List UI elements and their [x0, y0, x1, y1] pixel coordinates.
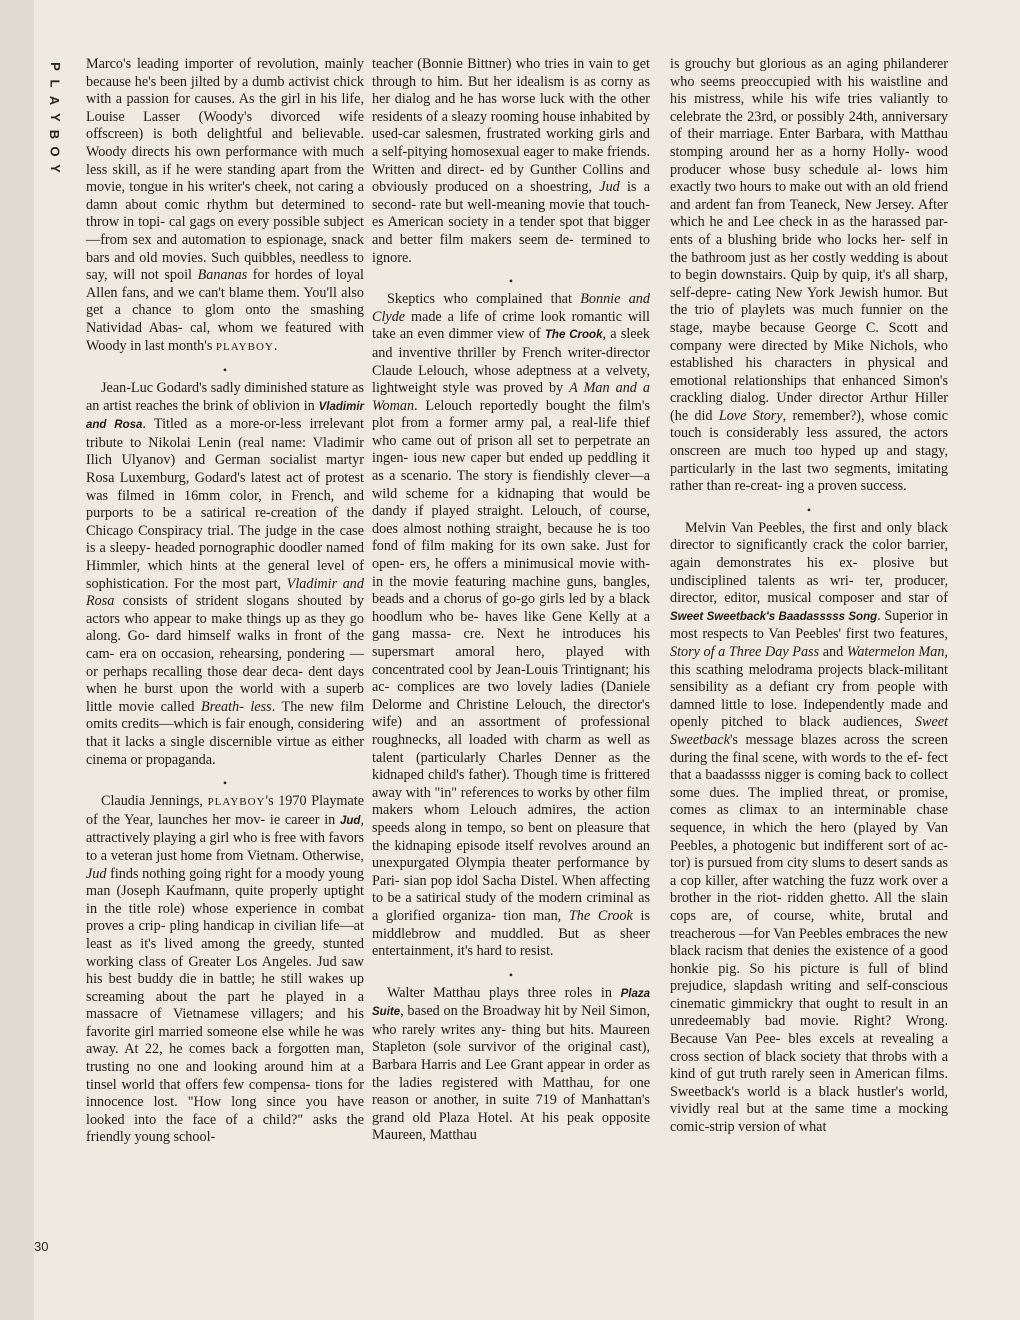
body-text: made a life of crime look romantic will take an even dimmer view of	[372, 308, 650, 343]
magazine-name-letter: O	[47, 146, 63, 157]
body-text: teacher (Bonnie Bittner) who tries in vain to get through to him. But her idealism is as corny as her dialog and he has worse luck with the other residents of a sleazy rooming house inhabited by used-car salesmen, frustrated working girls and a self-pitying homosexual eager to make friends. Written and direct- ed by Gunther Collins and obviously produced on a shoestring,	[372, 56, 650, 196]
italic-title: Sweet Sweetback	[670, 714, 948, 748]
body-text: 's message blazes across the screen during the final scene, with words to the ef- fect that a baadassss nigger is coming back to collect some dues. The implied threat, or promise, comes as climax to an interminable chase sequence, in which the hero (played by Van Peebles, a photogenic but indifferent sort of ac- tor) is pursued from city slums to desert sands as a cop killer, after watching the fuzz work over a brother in the riot- ridden ghetto. All the slain cops are, of course, white, brutal and treacherous —for Van Peebles embraces the new black racism that denies the existence of a good honkie pig. So his picture is full of blind prejudice, slapdash writing and self-conscious cinematic gimmickry that ought to result in an unredeemably bad movie. Right? Wrong. Because Van Pee- bles excels at revealing a cross section of black society that throbs with a kind of gut truth rarely seen in American films. Sweetback's world is a black hustler's world, vividly real but at the same time a mocking comic-strip version of what	[670, 731, 948, 1136]
magazine-name-letter: L	[47, 79, 63, 88]
body-text: .	[273, 337, 278, 354]
review-paragraph	[372, 56, 650, 267]
magazine-reference: PLAYBOY	[215, 340, 274, 353]
review-paragraph	[86, 793, 364, 1147]
italic-title: Story of a Three Day Pass	[670, 644, 820, 660]
body-text: . Titled as a more-or-less irrelevant tribute to Nikolai Lenin (real name: Vladimir Ilich Ulyanov) and German socialist martyr Rosa Luxemburg, Godard's latest act of protest was filmed in 16mm color, in French, and purports to be a satirical re-creation of the Chicago Conspiracy trial. The judge in the case is a sleepy- headed pornographic doodler named Himmler, which hints at the general level of sophistication. For the most part,	[86, 416, 364, 592]
italic-title: Jud	[599, 179, 620, 196]
page-number: 30	[34, 1239, 49, 1254]
review-paragraph	[670, 56, 948, 496]
text-column-1	[86, 56, 364, 1147]
body-text: , this scathing melodrama projects black-militant sensibility as a defiant cry from people with damned little to lose. Independently made and openly pitched to black audiences,	[670, 644, 949, 731]
body-text: . Lelouch reportedly bought the film's plot from a former army pal, a real-life thief who came out of prison all set to perpetrate an ingen- ious new caper but ended up peddling it as a scenario. The story is fiendishly clever—a wild scheme for a kidnaping that would be dandy if played straight. Lelouch, of course, does almost nothing straight, because he is too fond of film making for its own sake. Just for open- ers, he offers a minimusical movie with- in the movie featuring machine guns, bangles, beads and a chorus of go-go girls led by a black hoodlum who be- haves like Gene Kelly at a gang massa- cre. Next he introduces his supersmart amoral hero, played with concentrated cool by Jean-Louis Trintignant; his ac- complices are two lovely ladies (Daniele Delorme and Christine Lelouch, the director's wife) and an assortment of professional roughnecks, all loaded with charm as well as talent (particularly Charles Denner as the kidnaped child's father). Though time is frittered away with "in" references to works by other film makers whom Lelouch admires, the action speeds along in tempo, so bent on pleasure that the kidnaping episode itself revolves around an unexpurgated Olympia theater performance by Pari- sian pop idol Sacha Distel. When affecting to be a satirical study of the modern criminal as a glorified organiza- tion man,	[372, 397, 650, 924]
film-title: Sweet Sweetback's Baadasssss Song	[670, 610, 878, 623]
magazine-name-letter: Y	[47, 164, 63, 173]
body-text: Marco's leading importer of revolution, mainly because he's been jilted by a dumb activist chick with a passion for causes. As the girl in his life, Louise Lasser (Woody's divorced wife offscreen) is both delightful and believable. Woody directs his own performance with much less skill, as if he were standing apart from the movie, tongue in his writer's cheek, not caring a damn about comic rhythm but determined to throw in topi- cal gags on every possible subject—from sex and automation to espionage, snack bars and old movies. Such quibbles, needless to say, will not spoil	[86, 56, 364, 284]
body-text: , attractively playing a girl who is free with favors to a veteran just home from Vietnam. Otherwise,	[86, 811, 364, 864]
body-text: and	[819, 644, 847, 660]
review-paragraph	[86, 56, 364, 356]
body-text: Melvin Van Peebles, the first and only black director to significantly crack the color barrier, again demonstrates his ex- plosive but undisciplined talents as wri- ter, producer, director, editor, musical composer and star of	[670, 519, 948, 607]
body-text: is grouchy but glorious as an aging philanderer who seems preoccupied with his waistline and his mistress, while his wife tries valiantly to celebrate the 23rd, or possibly 24th, anniversary of their marriage. Enter Barbara, with Matthau stomping around her as a horny Holly- wood producer whose busy schedule al- lows him exactly two hours to make out with an old friend and ardent fan from Teaneck, New Jersey. After which he and Lee check in as the harassed par- ents of a blushing bride who locks her- self in the bathroom just as her costly wedding is about to begin downstairs. Quip by quip, it's all sharp, self-depre- cating New York Jewish humor. But the trio of playlets was much funnier on the stage, maybe because George C. Scott and company were directed by Mike Nichols, who established his characters in physical and emotional relationships that enhanced Simon's crackling dialog. Under director Arthur Hiller (he did	[670, 56, 948, 424]
body-text: is middlebrow and muddled. But as sheer entertainment, it's hard to resist.	[372, 907, 650, 960]
film-title: Jud	[340, 814, 361, 827]
section-separator-dot: •	[806, 502, 812, 517]
body-text: finds nothing going right for a moody young man (Joseph Kaufmann, quite properly uptight in the title role) whose experience in combat proves a crip- pling handicap in civilian life—at least as it's lived among the greedy, stunted working class of Greater Los Angeles. Jud saw his best buddy die in battle; he still wakes up screaming about the part he played in a massacre of Vietnamese villagers; and his favorite girl married someone else while he was away. At 22, he comes back a forgotten man, trusting no one and looking around him at a tinsel world that offers few compensa- tions for innocence lost. "How long since you have looked into the face of a child?" asks the friendly young school-	[86, 865, 364, 1146]
review-paragraph	[86, 380, 364, 769]
section-separator-dot: •	[222, 776, 228, 791]
magazine-name-letter: A	[47, 95, 63, 106]
italic-title: Jud	[86, 865, 107, 882]
section-separator-dot: •	[508, 967, 514, 982]
body-text: is a second- rate but well-meaning movie that touch- es American society in a tender spot that bigger and better film makers seem de- termined to ignore.	[372, 179, 651, 266]
italic-title: The Crook	[568, 907, 633, 924]
body-text: . Superior in most respects to Van Peebles' first two features,	[670, 607, 949, 643]
review-paragraph	[372, 985, 650, 1145]
film-title: Plaza Suite	[372, 987, 650, 1019]
body-text: Jean-Luc Godard's sadly diminished stature as an artist reaches the brink of oblivion in	[86, 380, 364, 414]
italic-title: Bananas	[197, 267, 248, 284]
film-title: Vladimir and Rosa	[86, 400, 364, 432]
body-text: , a sleek and inventive thriller by French writer-director Claude Lelouch, whose adeptness at a velvety, lightweight style was proved by	[372, 326, 651, 397]
italic-title: Love Story	[718, 407, 783, 424]
body-text: Walter Matthau plays three roles in	[387, 984, 621, 1001]
review-paragraph	[372, 291, 650, 961]
magazine-reference: PLAYBOY	[207, 796, 266, 809]
body-text: , remember?), whose comic touch is considerably less assured, the actors onscreen are much too hyped up and stagy, particularly in the last two segments, imitating rather than re-creat- ing a proven success.	[670, 407, 948, 495]
text-column-3	[670, 56, 948, 1137]
magazine-name	[47, 58, 63, 177]
body-text: consists of strident slogans shouted by actors who appear to make things up as they go along. Go- dard himself walks in front of the cam- era on occasion, rehearsing, pondering —or perhaps recalling those dear deca- dent days when he burst upon the world with a superb little movie called	[86, 593, 364, 715]
section-separator-dot: •	[222, 363, 228, 378]
body-text: , based on the Broadway hit by Neil Simon, who rarely writes any- thing but hits. Maureen Stapleton (sole survivor of the original cast), Barbara Harris and Lee Grant appear in order as the ladies registered with Matthau, for one reason or another, in suite 719 of Manhattan's grand old Plaza Hotel. At his peak opposite Maureen, Matthau	[372, 1003, 650, 1144]
body-text: 's 1970 Playmate of the Year, launches her mov- ie career in	[86, 793, 364, 828]
magazine-name-letter: B	[47, 129, 63, 140]
text-column-2	[372, 56, 650, 1145]
review-paragraph	[670, 520, 948, 1137]
page-margin-strip	[0, 0, 34, 1320]
italic-title: Vladimir and Rosa	[86, 575, 364, 610]
magazine-name-letter: P	[47, 62, 63, 71]
body-text: Skeptics who complained that	[387, 291, 581, 308]
italic-title: Bonnie and Clyde	[372, 291, 650, 325]
body-text: . The new film omits credits—which is fair enough, considering that it lacks a single discernible virtue as either cinema or propaganda.	[86, 698, 364, 768]
italic-title: Watermelon Man	[846, 644, 945, 660]
section-separator-dot: •	[508, 274, 514, 289]
film-title: The Crook	[544, 329, 603, 342]
body-text: for hordes of loyal Allen fans, and we can't blame them. You'll also get a chance to glom onto the smashing Natividad Abas- cal, whom we featured with Woody in last month's	[86, 267, 364, 354]
body-text: Claudia Jennings,	[101, 793, 208, 810]
italic-title: A Man and a Woman	[372, 380, 650, 414]
italic-title: Breath- less	[201, 698, 272, 715]
magazine-name-letter: Y	[47, 113, 63, 122]
